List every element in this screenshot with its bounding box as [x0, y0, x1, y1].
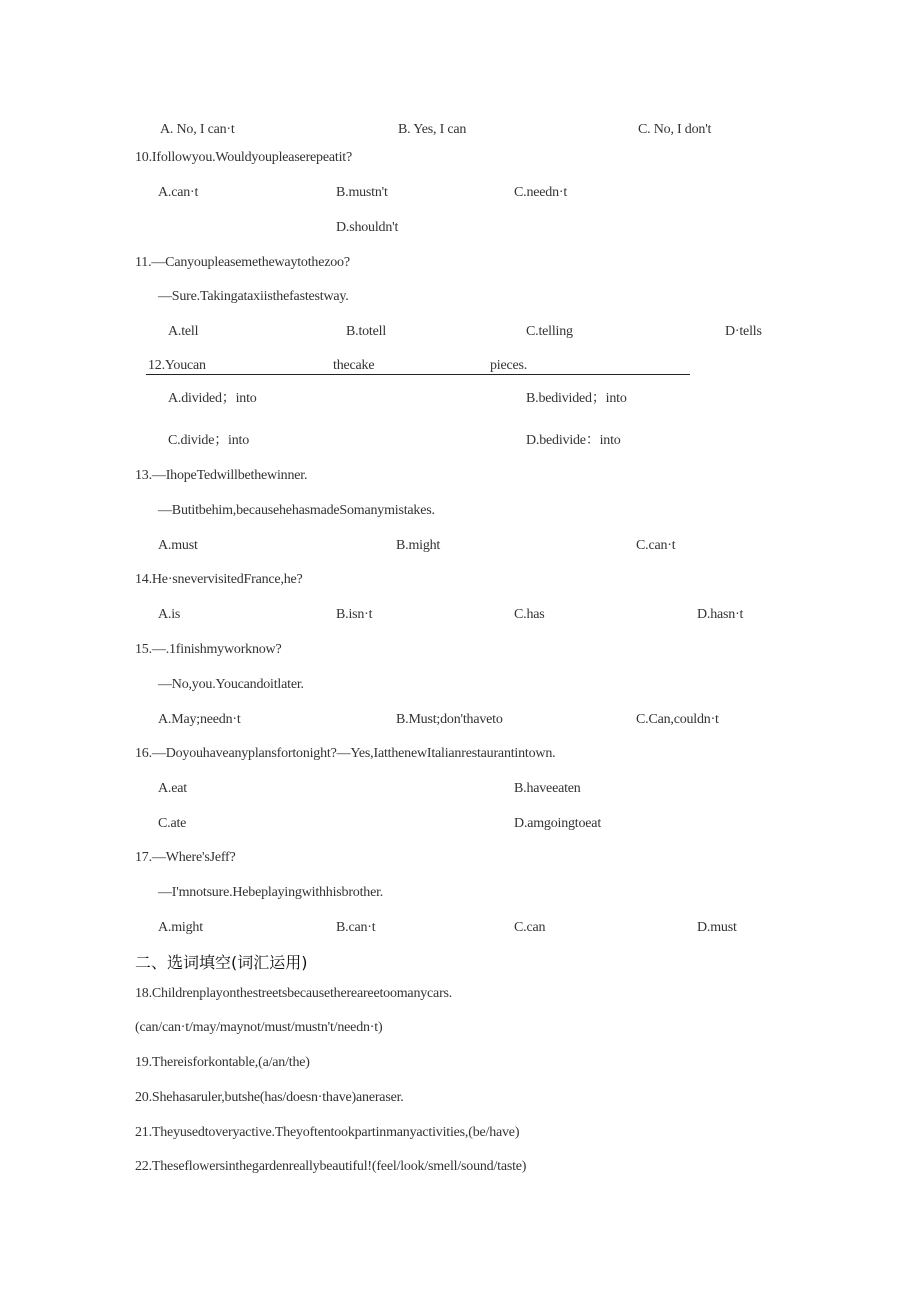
question-19: 19.Thereisforkontable,(a/an/the): [135, 1055, 310, 1070]
option-b: B.might: [396, 538, 441, 553]
option-a: A. No, I can·t: [160, 122, 235, 137]
question-stem: 14.He·snevervisitedFrance,he?: [135, 572, 303, 587]
question-stem: 16.—Doyouhaveanyplansfortonight?—Yes,IatthenewItalianrestaurantintown.: [135, 746, 556, 761]
option-c: C.divide；into: [168, 433, 250, 448]
question-stem-part: pieces.: [490, 358, 528, 373]
option-b: B. Yes, I can: [398, 122, 467, 137]
question-stem-part: 12.Youcan: [148, 358, 206, 373]
option-c: C.can·t: [636, 538, 676, 553]
question-stem: 10.Ifollowyou.Wouldyoupleaserepeatit?: [135, 150, 352, 165]
option-d: D.must: [697, 920, 737, 935]
question-22: 22.Theseflowersinthegardenreallybeautiful!(feel/look/smell/sound/taste): [135, 1159, 527, 1174]
option-c: C.needn·t: [514, 185, 568, 200]
option-c: C.ate: [158, 816, 187, 831]
question-reply: —I'mnotsure.Hebeplayingwithhisbrother.: [158, 885, 384, 900]
option-d: D.hasn·t: [697, 607, 744, 622]
option-d: D.shouldn't: [336, 220, 399, 235]
option-c: C. No, I don't: [638, 122, 712, 137]
option-d: D.amgoingtoeat: [514, 816, 602, 831]
option-b: B.Must;don'thaveto: [396, 712, 503, 727]
option-b: B.totell: [346, 324, 387, 339]
option-c: C.Can,couldn·t: [636, 712, 719, 727]
question-20: 20.Shehasaruler,butshe(has/doesn·thave)aneraser.: [135, 1090, 404, 1105]
option-a: A.eat: [158, 781, 187, 796]
question-reply: —No,you.Youcandoitlater.: [158, 677, 304, 692]
question-stem: 13.—IhopeTedwillbethewinner.: [135, 468, 308, 483]
question-stem: 15.—.1finishmyworknow?: [135, 642, 282, 657]
option-b: B.haveeaten: [514, 781, 581, 796]
question-stem: 17.—Where'sJeff?: [135, 850, 236, 865]
question-21: 21.Theyusedtoveryactive.Theyoftentookpartinmanyactivities,(be/have): [135, 1125, 520, 1140]
option-b: B.can·t: [336, 920, 376, 935]
question-18-options: (can/can·t/may/maynot/must/mustn't/needn·t): [135, 1020, 383, 1035]
question-reply: —Sure.Takingataxiisthefastestway.: [158, 289, 349, 304]
option-b: B.bedivided；into: [526, 391, 627, 406]
option-a: A.tell: [168, 324, 199, 339]
option-a: A.must: [158, 538, 198, 553]
option-a: A.might: [158, 920, 203, 935]
option-b: B.mustn't: [336, 185, 388, 200]
option-c: C.has: [514, 607, 545, 622]
question-18: 18.Childrenplayonthestreetsbecausethereareetoomanycars.: [135, 986, 453, 1001]
option-d: D.bedivide：into: [526, 433, 621, 448]
section-heading: 二、选词填空(词汇运用): [135, 953, 308, 972]
question-stem: 11.—Canyoupleasemethewaytothezoo?: [135, 255, 350, 270]
option-a: A.divided；into: [168, 391, 257, 406]
option-c: C.telling: [526, 324, 573, 339]
option-b: B.isn·t: [336, 607, 373, 622]
question-stem-part: thecake: [333, 358, 375, 373]
option-a: A.May;needn·t: [158, 712, 241, 727]
question-reply: —Butitbehim,becausehehasmadeSomanymistakes.: [158, 503, 435, 518]
option-a: A.is: [158, 607, 181, 622]
option-a: A.can·t: [158, 185, 199, 200]
option-d: D·tells: [725, 324, 762, 339]
option-c: C.can: [514, 920, 546, 935]
underline: [146, 374, 690, 375]
